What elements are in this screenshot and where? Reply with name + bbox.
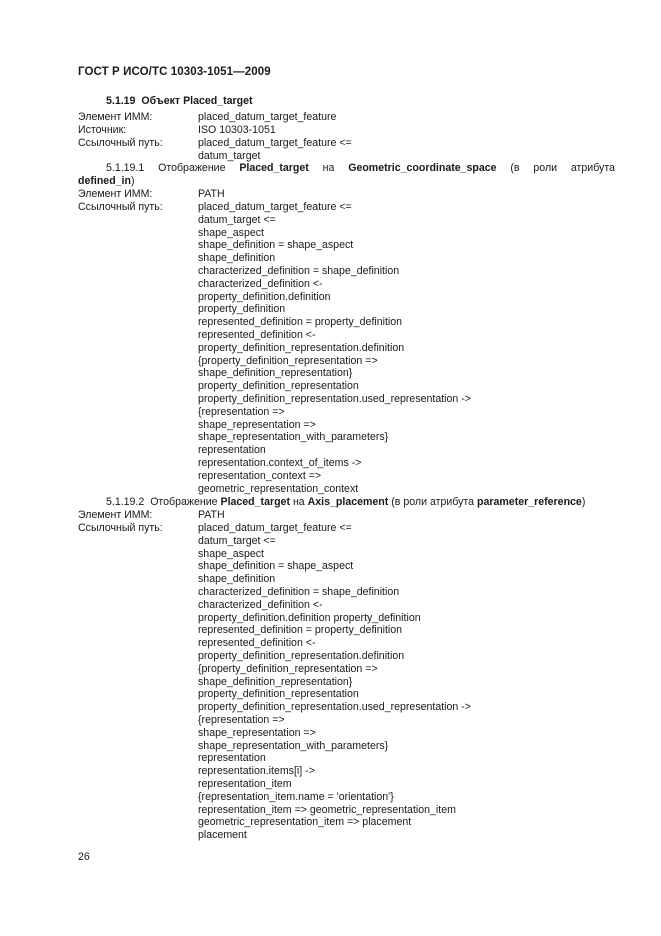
mapping1-word: роли — [533, 162, 558, 174]
path-line: representation.context_of_items -> — [198, 457, 362, 469]
path-line: shape_definition_representation} — [198, 675, 353, 688]
path-line: placed_datum_target_feature <= — [198, 522, 352, 534]
mapping2-prefix: Отображение — [150, 496, 218, 508]
row-label: Элемент ИММ: — [78, 111, 153, 123]
path-line: property_definition — [198, 303, 286, 316]
path-line: characterized_definition = shape_definition — [198, 586, 400, 598]
mapping1-element-label: Элемент ИММ: — [78, 188, 153, 200]
mapping1-word: Geometric_coordinate_space — [348, 162, 497, 174]
mapping1-attr: defined_in — [78, 175, 131, 187]
mapping1-word: Отображение — [158, 162, 226, 174]
path-line: shape_representation => — [198, 418, 316, 431]
row-value: placed_datum_target_feature — [198, 111, 337, 123]
mapping2-target: Axis_placement — [307, 496, 389, 508]
path-line: property_definition_representation — [198, 688, 359, 701]
mapping2-path-label: Ссылочный путь: — [78, 522, 163, 534]
path-line: shape_definition — [198, 252, 276, 265]
path-line: shape_definition = shape_aspect — [198, 239, 354, 252]
mapping2-role: (в роли атрибута — [391, 496, 475, 508]
mapping1-word: атрибута — [570, 162, 615, 174]
path-line: shape_representation_with_parameters} — [198, 739, 389, 752]
path-line: property_definition_representation.used_representation -> — [198, 393, 471, 405]
path-line: represented_definition = property_definition — [198, 316, 403, 329]
section-title-prefix: Объект — [141, 95, 181, 107]
path-line: characterized_definition <- — [198, 277, 323, 290]
path-line: {representation => — [198, 405, 285, 418]
path-line: {representation => — [198, 714, 285, 726]
path-line: datum_target <= — [198, 213, 276, 226]
path-line: datum_target <= — [198, 534, 276, 547]
path-line: property_definition_representation.definition — [198, 341, 405, 354]
path-line: placed_datum_target_feature <= — [198, 201, 352, 213]
path-line: represented_definition = property_definition — [198, 624, 403, 637]
path-line: representation_item — [198, 778, 292, 790]
row-label: Ссылочный путь: — [78, 137, 163, 149]
row-label: Источник: — [78, 124, 127, 136]
mapping1-word: Placed_target — [239, 162, 309, 174]
path-line: represented_definition <- — [198, 329, 316, 341]
mapping2-name: Placed_target — [220, 496, 290, 508]
section-title-name: Placed_target — [183, 95, 253, 107]
path-line: representation — [198, 752, 266, 765]
mapping1-number: 5.1.19.1 — [106, 162, 145, 174]
mapping1-word: (в — [510, 162, 520, 174]
section-heading — [106, 95, 253, 107]
path-line: {representation_item.name = 'orientation'} — [198, 790, 394, 803]
mapping1-path-label: Ссылочный путь: — [78, 201, 163, 213]
path-line: representation_context => — [198, 469, 322, 482]
path-line: shape_aspect — [198, 547, 264, 560]
mapping1-heading — [106, 162, 615, 174]
path-line: property_definition_representation — [198, 380, 359, 393]
path-line: shape_representation => — [198, 726, 316, 739]
mapping1-element-value: PATH — [198, 188, 225, 200]
mapping2-number: 5.1.19.2 — [106, 496, 145, 508]
path-line: {property_definition_representation => — [198, 662, 378, 675]
path-line: {property_definition_representation => — [198, 354, 378, 367]
path-line: shape_aspect — [198, 226, 264, 239]
path-line: property_definition.definition — [198, 290, 331, 303]
mapping2-on: на — [292, 496, 305, 508]
path-line: geometric_representation_context — [198, 482, 359, 495]
path-line: property_definition_representation.definition — [198, 650, 405, 662]
mapping2-attr-close: ) — [581, 496, 586, 508]
path-line: characterized_definition <- — [198, 598, 323, 611]
path-line: shape_definition_representation} — [198, 367, 353, 380]
document-header: ГОСТ Р ИСО/ТС 10303-1051—2009 — [78, 66, 271, 78]
mapping2-heading — [106, 496, 585, 508]
path-line: representation — [198, 444, 266, 457]
path-line: represented_definition <- — [198, 637, 316, 650]
path-line: shape_definition — [198, 573, 276, 586]
row-value: datum_target — [198, 150, 261, 162]
path-line: property_definition.definition property_definition — [198, 611, 421, 624]
path-line: shape_definition = shape_aspect — [198, 560, 354, 573]
mapping1-word: на — [322, 162, 335, 174]
mapping2-attr: parameter_reference — [477, 496, 582, 508]
row-value: placed_datum_target_feature <= — [198, 137, 352, 149]
page-number: 26 — [78, 851, 90, 863]
path-line: representation.items[i] -> — [198, 765, 315, 778]
row-value: ISO 10303-1051 — [198, 124, 276, 136]
mapping2-element-label: Элемент ИММ: — [78, 509, 153, 521]
path-line: geometric_representation_item => placement — [198, 816, 412, 829]
path-line: shape_representation_with_parameters} — [198, 431, 389, 444]
path-line: representation_item => geometric_representation_item — [198, 803, 456, 816]
path-line: placement — [198, 829, 247, 842]
mapping2-element-value: PATH — [198, 509, 225, 521]
mapping1-attr-close: ) — [130, 175, 135, 187]
section-number: 5.1.19 — [106, 95, 136, 107]
mapping1-attr-line — [78, 175, 135, 187]
path-line: property_definition_representation.used_representation -> — [198, 701, 471, 714]
path-line: characterized_definition = shape_definition — [198, 265, 400, 277]
